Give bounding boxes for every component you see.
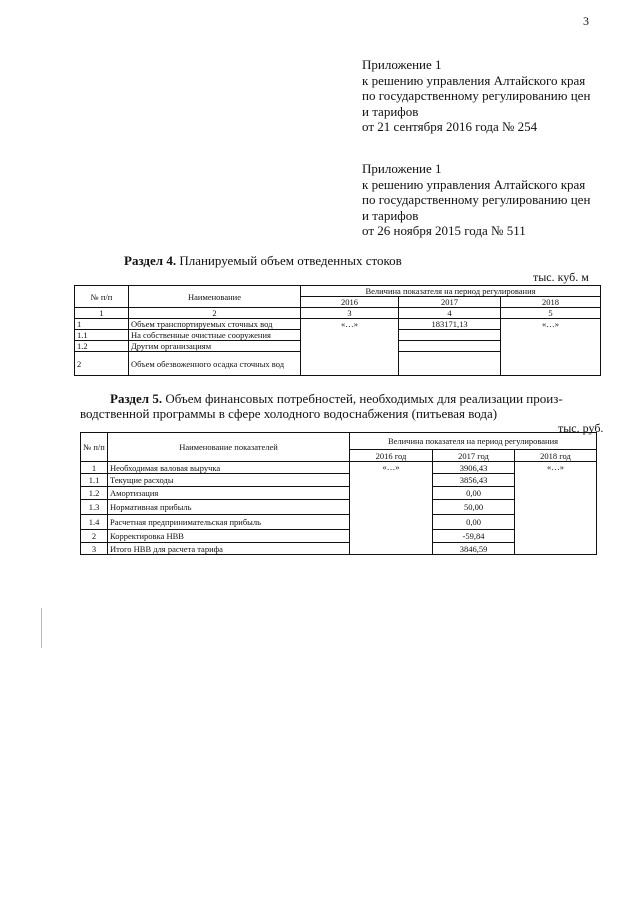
section4-unit: тыс. куб. м <box>533 270 589 284</box>
row-num: 1 <box>75 319 129 330</box>
section5-title-number: Раздел 5. <box>110 391 163 406</box>
appendix-previous <box>362 161 590 239</box>
row-name: Итого НВВ для расчета тарифа <box>108 543 350 555</box>
row-name: Нормативная прибыль <box>108 500 350 515</box>
section4-title <box>124 253 402 269</box>
header-name: Наименование <box>129 286 301 308</box>
table-row <box>75 319 601 330</box>
appendix-date: от 21 сентября 2016 года № 254 <box>362 119 538 134</box>
value-2017: 3856,43 <box>433 474 515 487</box>
section5-unit: тыс. руб. <box>558 421 604 435</box>
header-period: Величина показателя на период регулирования <box>301 286 601 297</box>
header-num: № п/п <box>81 433 108 462</box>
appendix-line: по государственному регулированию цен <box>362 192 591 207</box>
index-cell: 3 <box>301 308 399 319</box>
value-2018: «…» <box>501 319 601 376</box>
section5-table <box>80 432 597 555</box>
value-2017 <box>399 341 501 352</box>
appendix-line: и тарифов <box>362 103 419 119</box>
value-2016: «…» <box>301 319 399 376</box>
row-num: 1.1 <box>81 474 108 487</box>
header-year-2017: 2017 год <box>433 450 515 462</box>
appendix-line: к решению управления Алтайского края <box>362 72 586 88</box>
appendix-date: от 26 ноября 2015 года № 511 <box>362 223 526 238</box>
header-year-2016: 2016 <box>301 297 399 308</box>
row-name: Другим организациям <box>129 341 301 352</box>
appendix-title: Приложение 1 <box>362 161 442 176</box>
value-2017 <box>399 330 501 341</box>
appendix-line: к решению управления Алтайского края <box>362 176 586 192</box>
index-cell: 5 <box>501 308 601 319</box>
value-2017: -59,84 <box>433 530 515 543</box>
index-cell: 4 <box>399 308 501 319</box>
value-2017: 0,00 <box>433 515 515 530</box>
value-2017: 183171,13 <box>399 319 501 330</box>
value-2016: «…» <box>350 462 433 555</box>
appendix-line: и тарифов <box>362 207 419 223</box>
header-year-2017: 2017 <box>399 297 501 308</box>
header-name: Наименование показателей <box>108 433 350 462</box>
row-name: Объем транспортируемых сточных вод <box>129 319 301 330</box>
row-name: Корректировка НВВ <box>108 530 350 543</box>
header-year-2018: 2018 год <box>515 450 597 462</box>
header-year-2016: 2016 год <box>350 450 433 462</box>
row-num: 1.4 <box>81 515 108 530</box>
section5-title-line1 <box>110 391 563 407</box>
row-name: На собственные очистные сооружения <box>129 330 301 341</box>
value-2017: 3906,43 <box>433 462 515 474</box>
row-name: Необходимая валовая выручка <box>108 462 350 474</box>
header-year-2018: 2018 <box>501 297 601 308</box>
value-2017: 0,00 <box>433 487 515 500</box>
row-name: Амортизация <box>108 487 350 500</box>
section5-title-text: Объем финансовых потребностей, необходимых для реализации произ- <box>162 391 563 406</box>
section4-title-number: Раздел 4. <box>124 253 177 268</box>
section5-title-line2: водственной программы в сфере холодного водоснабжения (питьевая вода) <box>80 406 498 421</box>
row-num: 1 <box>81 462 108 474</box>
value-2017 <box>399 352 501 376</box>
index-cell: 2 <box>129 308 301 319</box>
value-2018: «…» <box>515 462 597 555</box>
row-num: 1.2 <box>81 487 108 500</box>
page-number: 3 <box>583 14 589 28</box>
scan-artifact-line <box>41 608 42 648</box>
header-num: № п/п <box>75 286 129 308</box>
header-period: Величина показателя на период регулирования <box>350 433 597 450</box>
row-num: 1.3 <box>81 500 108 515</box>
row-name: Текущие расходы <box>108 474 350 487</box>
table-row <box>81 462 597 474</box>
row-num: 2 <box>75 352 129 376</box>
appendix-line: по государственному регулированию цен <box>362 88 591 103</box>
index-cell: 1 <box>75 308 129 319</box>
row-name: Расчетная предпринимательская прибыль <box>108 515 350 530</box>
appendix-current <box>362 57 590 135</box>
section4-table <box>74 285 601 376</box>
section4-title-text: Планируемый объем отведенных стоков <box>176 253 402 268</box>
appendix-title: Приложение 1 <box>362 57 442 72</box>
row-num: 1.1 <box>75 330 129 341</box>
row-num: 3 <box>81 543 108 555</box>
row-name: Объем обезвоженного осадка сточных вод <box>129 352 301 376</box>
row-num: 2 <box>81 530 108 543</box>
row-num: 1.2 <box>75 341 129 352</box>
value-2017: 50,00 <box>433 500 515 515</box>
value-2017: 3846,59 <box>433 543 515 555</box>
